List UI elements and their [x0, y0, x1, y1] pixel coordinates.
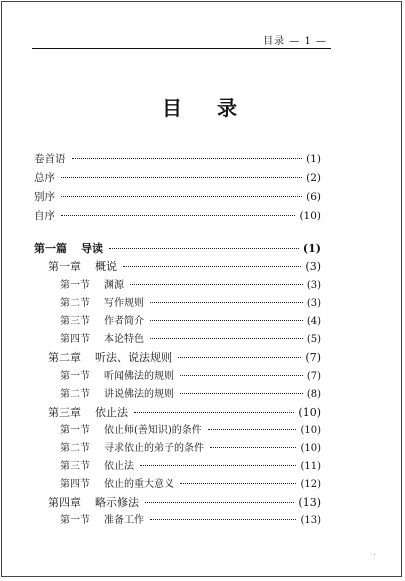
- toc-entry-number: 第四章: [48, 496, 81, 509]
- toc-entry-number: 第一节: [60, 280, 90, 291]
- toc-entry-title: 寻求依止的弟子的条件: [104, 443, 204, 454]
- toc-entry-title: 卷首语: [34, 153, 66, 165]
- toc-page-number: (8): [306, 389, 321, 400]
- toc-section-entry[interactable]: [60, 478, 321, 492]
- toc-chapter-entry[interactable]: [48, 351, 321, 365]
- dot-leader: [180, 375, 303, 376]
- toc-section-entry[interactable]: [60, 442, 321, 456]
- toc-entry-number: 第三节: [60, 461, 90, 472]
- toc-entry-title: 依止法: [104, 461, 134, 472]
- toc-page-number: (10): [298, 406, 321, 419]
- toc-page-number: (1): [302, 242, 321, 255]
- dot-leader: [109, 248, 299, 249]
- toc-part-entry[interactable]: [34, 242, 321, 256]
- toc-page-number: (3): [306, 280, 321, 291]
- toc-entry-title: 总序: [34, 172, 55, 184]
- dot-leader: [61, 177, 302, 178]
- toc-entry-title: 概说: [95, 260, 117, 273]
- dot-leader: [210, 447, 296, 448]
- toc-page-number: (10): [300, 425, 321, 436]
- toc-page-number: (13): [300, 515, 321, 526]
- toc-entry-title: 准备工作: [104, 515, 144, 526]
- scan-speck: [374, 554, 375, 555]
- toc-section-entry[interactable]: [60, 370, 321, 384]
- toc-entry-title: 听闻佛法的规则: [104, 371, 174, 382]
- toc-entry-number: 第三章: [48, 406, 81, 419]
- dot-leader: [150, 320, 303, 321]
- toc-page-number: (7): [305, 351, 321, 364]
- toc-entry-title: 别序: [34, 191, 55, 203]
- toc-entry-title: 依止的重大意义: [104, 479, 174, 490]
- toc-page-number: (1): [306, 153, 321, 165]
- toc-entry-number: 第二章: [48, 351, 81, 364]
- toc-chapter-entry[interactable]: [48, 260, 321, 274]
- toc-entry-title: 本论特色: [104, 334, 144, 345]
- dot-leader: [145, 502, 294, 503]
- toc-entry-title: 依止师(善知识)的条件: [104, 425, 202, 436]
- dot-leader: [150, 519, 296, 520]
- dot-leader: [61, 215, 295, 216]
- toc-entry-title: 听法、说法规则: [95, 351, 172, 364]
- toc-front-entry[interactable]: [34, 152, 321, 166]
- toc-section-entry[interactable]: [60, 333, 321, 347]
- toc-entry-title: 自序: [34, 210, 55, 222]
- toc-entry-number: 第一节: [60, 515, 90, 526]
- toc-entry-number: 第三节: [60, 316, 90, 327]
- toc-page-number: (3): [306, 298, 321, 309]
- dot-leader: [72, 158, 303, 159]
- toc-entry-title: 写作规则: [104, 298, 144, 309]
- toc-page-number: (7): [306, 371, 321, 382]
- toc-page-number: (12): [300, 479, 321, 490]
- dot-leader: [130, 284, 303, 285]
- dot-leader: [150, 302, 303, 303]
- dot-leader: [150, 338, 303, 339]
- toc-page-number: (13): [298, 496, 321, 509]
- toc-entry-title: 讲说佛法的规则: [104, 389, 174, 400]
- toc-section-entry[interactable]: [60, 514, 321, 528]
- running-head: 目录 — 1 —: [263, 36, 327, 47]
- toc-entry-title: 依止法: [95, 406, 128, 419]
- toc-chapter-entry[interactable]: [48, 406, 321, 420]
- dot-leader: [140, 465, 296, 466]
- toc-entry-number: 第二节: [60, 443, 90, 454]
- dot-leader: [208, 429, 297, 430]
- toc-entry-number: 第四节: [60, 479, 90, 490]
- dot-leader: [180, 393, 303, 394]
- toc-section-entry[interactable]: [60, 279, 321, 293]
- document-page: [1, 1, 402, 577]
- toc-page-number: (3): [305, 260, 321, 273]
- toc-entry-number: 第一篇: [34, 242, 67, 255]
- toc-front-entry[interactable]: [34, 209, 321, 223]
- toc-page-number: (4): [306, 316, 321, 327]
- toc-page-number: (11): [300, 461, 321, 472]
- dot-leader: [178, 357, 301, 358]
- toc-entry-title: 作者简介: [104, 316, 144, 327]
- dot-leader: [134, 412, 294, 413]
- toc-page-number: (10): [299, 210, 321, 222]
- toc-entry-title: 导读: [81, 242, 103, 255]
- toc-entry-number: 第四节: [60, 334, 90, 345]
- toc-page-number: (6): [306, 191, 321, 203]
- toc-entry-number: 第二节: [60, 298, 90, 309]
- toc-section-entry[interactable]: [60, 388, 321, 402]
- toc-entry-title: 略示修法: [95, 496, 139, 509]
- toc-entry-number: 第一节: [60, 425, 90, 436]
- dot-leader: [61, 196, 302, 197]
- toc-page-number: (10): [300, 443, 321, 454]
- toc-entry-number: 第一节: [60, 371, 90, 382]
- toc-section-entry[interactable]: [60, 297, 321, 311]
- dot-leader: [123, 266, 301, 267]
- toc-entry-title: 渊源: [104, 280, 124, 291]
- header-rule: [32, 48, 331, 49]
- toc-section-entry[interactable]: [60, 315, 321, 329]
- toc-front-entry[interactable]: [34, 190, 321, 204]
- toc-page-number: (5): [306, 334, 321, 345]
- toc-section-entry[interactable]: [60, 424, 321, 438]
- toc-section-entry[interactable]: [60, 460, 321, 474]
- toc-chapter-entry[interactable]: [48, 496, 321, 510]
- toc-entry-number: 第一章: [48, 260, 81, 273]
- dot-leader: [180, 483, 296, 484]
- page-title: 目 录: [162, 96, 251, 120]
- toc-entry-number: 第二节: [60, 389, 90, 400]
- toc-page-number: (2): [306, 172, 321, 184]
- toc-front-entry[interactable]: [34, 171, 321, 185]
